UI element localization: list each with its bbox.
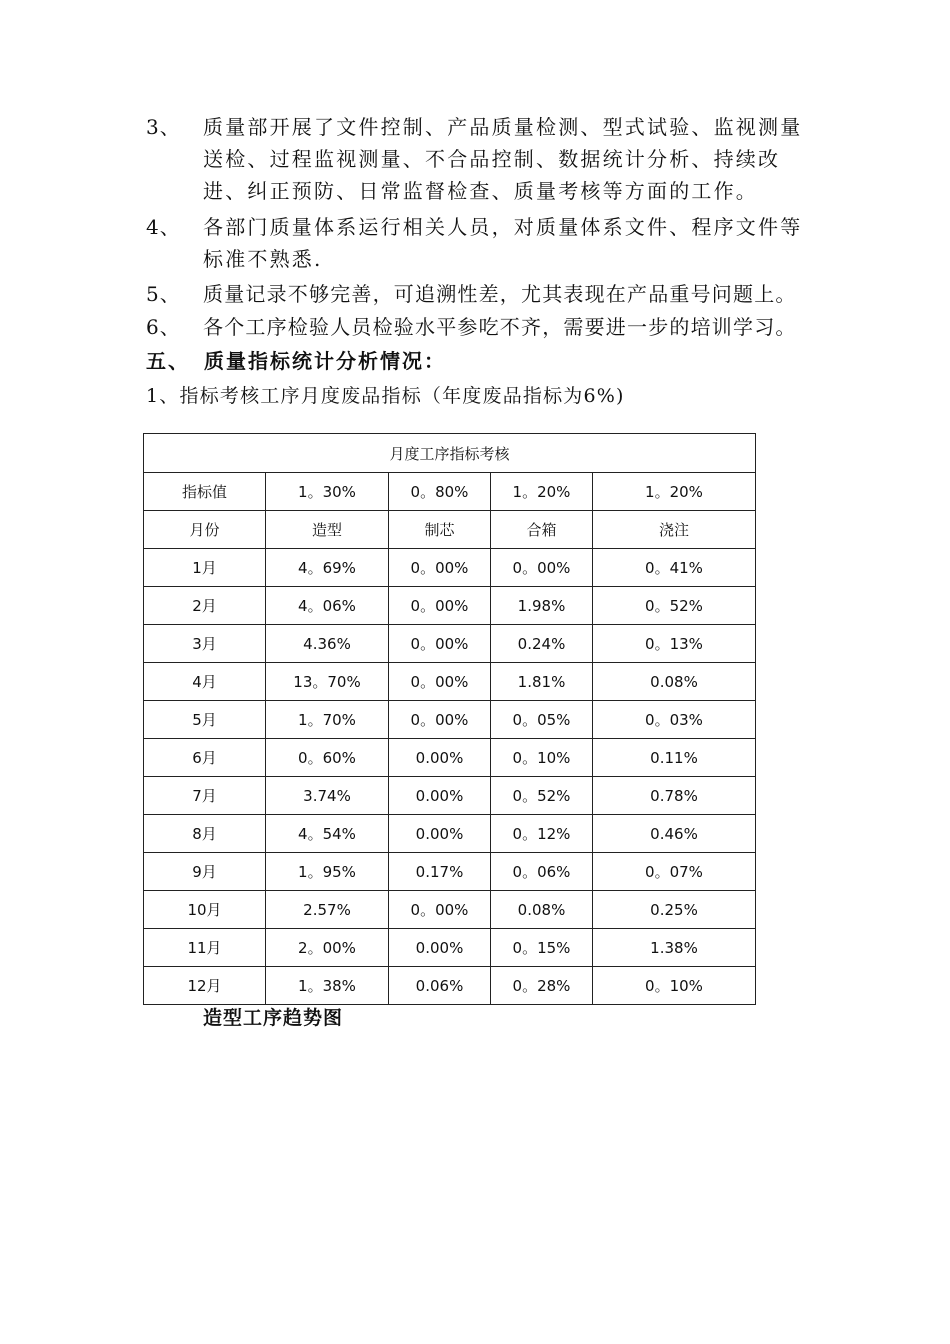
table-row: [144, 739, 756, 777]
column-header: 合箱: [491, 511, 593, 549]
table-cell: 0。28%: [491, 967, 593, 1005]
table-cell: 0.00%: [389, 777, 491, 815]
table-cell: 1.98%: [491, 587, 593, 625]
table-cell: 0。15%: [491, 929, 593, 967]
table-cell: 0。00%: [389, 549, 491, 587]
list-text: 质量部开展了文件控制、产品质量检测、型式试验、监视测量送检、过程监视测量、不合品控制、数据统计分析、持续改进、纠正预防、日常监督检查、质量考核等方面的工作。: [203, 115, 803, 203]
month-cell: 7月: [144, 777, 266, 815]
table-cell: 0。03%: [593, 701, 756, 739]
table-cell: 0。41%: [593, 549, 756, 587]
month-cell: 4月: [144, 663, 266, 701]
table-cell: 0。52%: [593, 587, 756, 625]
table-cell: 0。10%: [593, 967, 756, 1005]
table-cell: 0.00%: [389, 815, 491, 853]
table-cell: 0。00%: [389, 663, 491, 701]
table-row: [144, 815, 756, 853]
chart-caption: 造型工序趋势图: [203, 1007, 344, 1029]
table-row: [144, 967, 756, 1005]
table-row: [144, 549, 756, 587]
table-cell: 0。12%: [491, 815, 593, 853]
monthly-metrics-table: [143, 433, 756, 1005]
list-text: 各部门质量体系运行相关人员，对质量体系文件、程序文件等标准不熟悉.: [203, 215, 803, 271]
header-row: [144, 511, 756, 549]
table-cell: 0.08%: [593, 663, 756, 701]
table-cell: 0。00%: [389, 625, 491, 663]
column-header: 月份: [144, 511, 266, 549]
list-number: 3、: [146, 115, 181, 139]
list-number: 4、: [146, 215, 181, 239]
table-cell: 0。52%: [491, 777, 593, 815]
table-row: [144, 891, 756, 929]
column-header: 制芯: [389, 511, 491, 549]
table-cell: 0。00%: [491, 549, 593, 587]
table-cell: 4.36%: [266, 625, 389, 663]
list-text: 质量记录不够完善，可追溯性差，尤其表现在产品重号问题上。: [203, 282, 797, 306]
month-cell: 8月: [144, 815, 266, 853]
table-cell: 0。00%: [389, 891, 491, 929]
month-cell: 6月: [144, 739, 266, 777]
list-number: 5、: [146, 282, 181, 306]
table-cell: 1。70%: [266, 701, 389, 739]
table-cell: 1。30%: [266, 473, 389, 511]
table-cell: 2.57%: [266, 891, 389, 929]
month-cell: 9月: [144, 853, 266, 891]
table-cell: 1。20%: [593, 473, 756, 511]
subsection-heading: 1、指标考核工序月度废品指标（年度废品指标为6%): [146, 385, 625, 407]
section-heading: [146, 346, 446, 376]
table-cell: 0.24%: [491, 625, 593, 663]
table-cell: 0.46%: [593, 815, 756, 853]
table-caption-row: [144, 434, 756, 473]
table-cell: 0.78%: [593, 777, 756, 815]
table-cell: 0.11%: [593, 739, 756, 777]
table-row: [144, 701, 756, 739]
column-header: 浇注: [593, 511, 756, 549]
table-cell: 1。95%: [266, 853, 389, 891]
table-row: [144, 625, 756, 663]
month-cell: 10月: [144, 891, 266, 929]
table-cell: 0。05%: [491, 701, 593, 739]
table-cell: 4。06%: [266, 587, 389, 625]
table-row: [144, 929, 756, 967]
list-text: 各个工序检验人员检验水平参吃不齐，需要进一步的培训学习。: [203, 315, 797, 339]
table-cell: 0。06%: [491, 853, 593, 891]
column-header: 造型: [266, 511, 389, 549]
table-cell: 1.81%: [491, 663, 593, 701]
table-cell: 0.17%: [389, 853, 491, 891]
month-cell: 12月: [144, 967, 266, 1005]
table-cell: 0.00%: [389, 739, 491, 777]
table-cell: 2。00%: [266, 929, 389, 967]
month-cell: 11月: [144, 929, 266, 967]
table-cell: 1.38%: [593, 929, 756, 967]
table-cell: 1。38%: [266, 967, 389, 1005]
target-row: [144, 473, 756, 511]
table-cell: 0。80%: [389, 473, 491, 511]
table-cell: 1。20%: [491, 473, 593, 511]
table-cell: 0。00%: [389, 701, 491, 739]
table-cell: 0。13%: [593, 625, 756, 663]
month-cell: 3月: [144, 625, 266, 663]
table-row: [144, 587, 756, 625]
table-cell: 0。00%: [389, 587, 491, 625]
section-title: 质量指标统计分析情况：: [204, 349, 446, 373]
table-cell: 0。07%: [593, 853, 756, 891]
month-cell: 2月: [144, 587, 266, 625]
table-row: [144, 853, 756, 891]
table-cell: 0.06%: [389, 967, 491, 1005]
table-cell: 0.00%: [389, 929, 491, 967]
table-cell: 4。69%: [266, 549, 389, 587]
month-cell: 5月: [144, 701, 266, 739]
table-row: [144, 777, 756, 815]
table-cell: 指标值: [144, 473, 266, 511]
table-cell: 0。10%: [491, 739, 593, 777]
table-cell: 13。70%: [266, 663, 389, 701]
table-cell: 0。60%: [266, 739, 389, 777]
list-number: 6、: [146, 315, 181, 339]
table-cell: 0.08%: [491, 891, 593, 929]
section-number: 五、: [146, 349, 190, 373]
table-cell: 4。54%: [266, 815, 389, 853]
month-cell: 1月: [144, 549, 266, 587]
table-cell: 0.25%: [593, 891, 756, 929]
table-caption: 月度工序指标考核: [144, 434, 756, 473]
table-row: [144, 663, 756, 701]
table-cell: 3.74%: [266, 777, 389, 815]
